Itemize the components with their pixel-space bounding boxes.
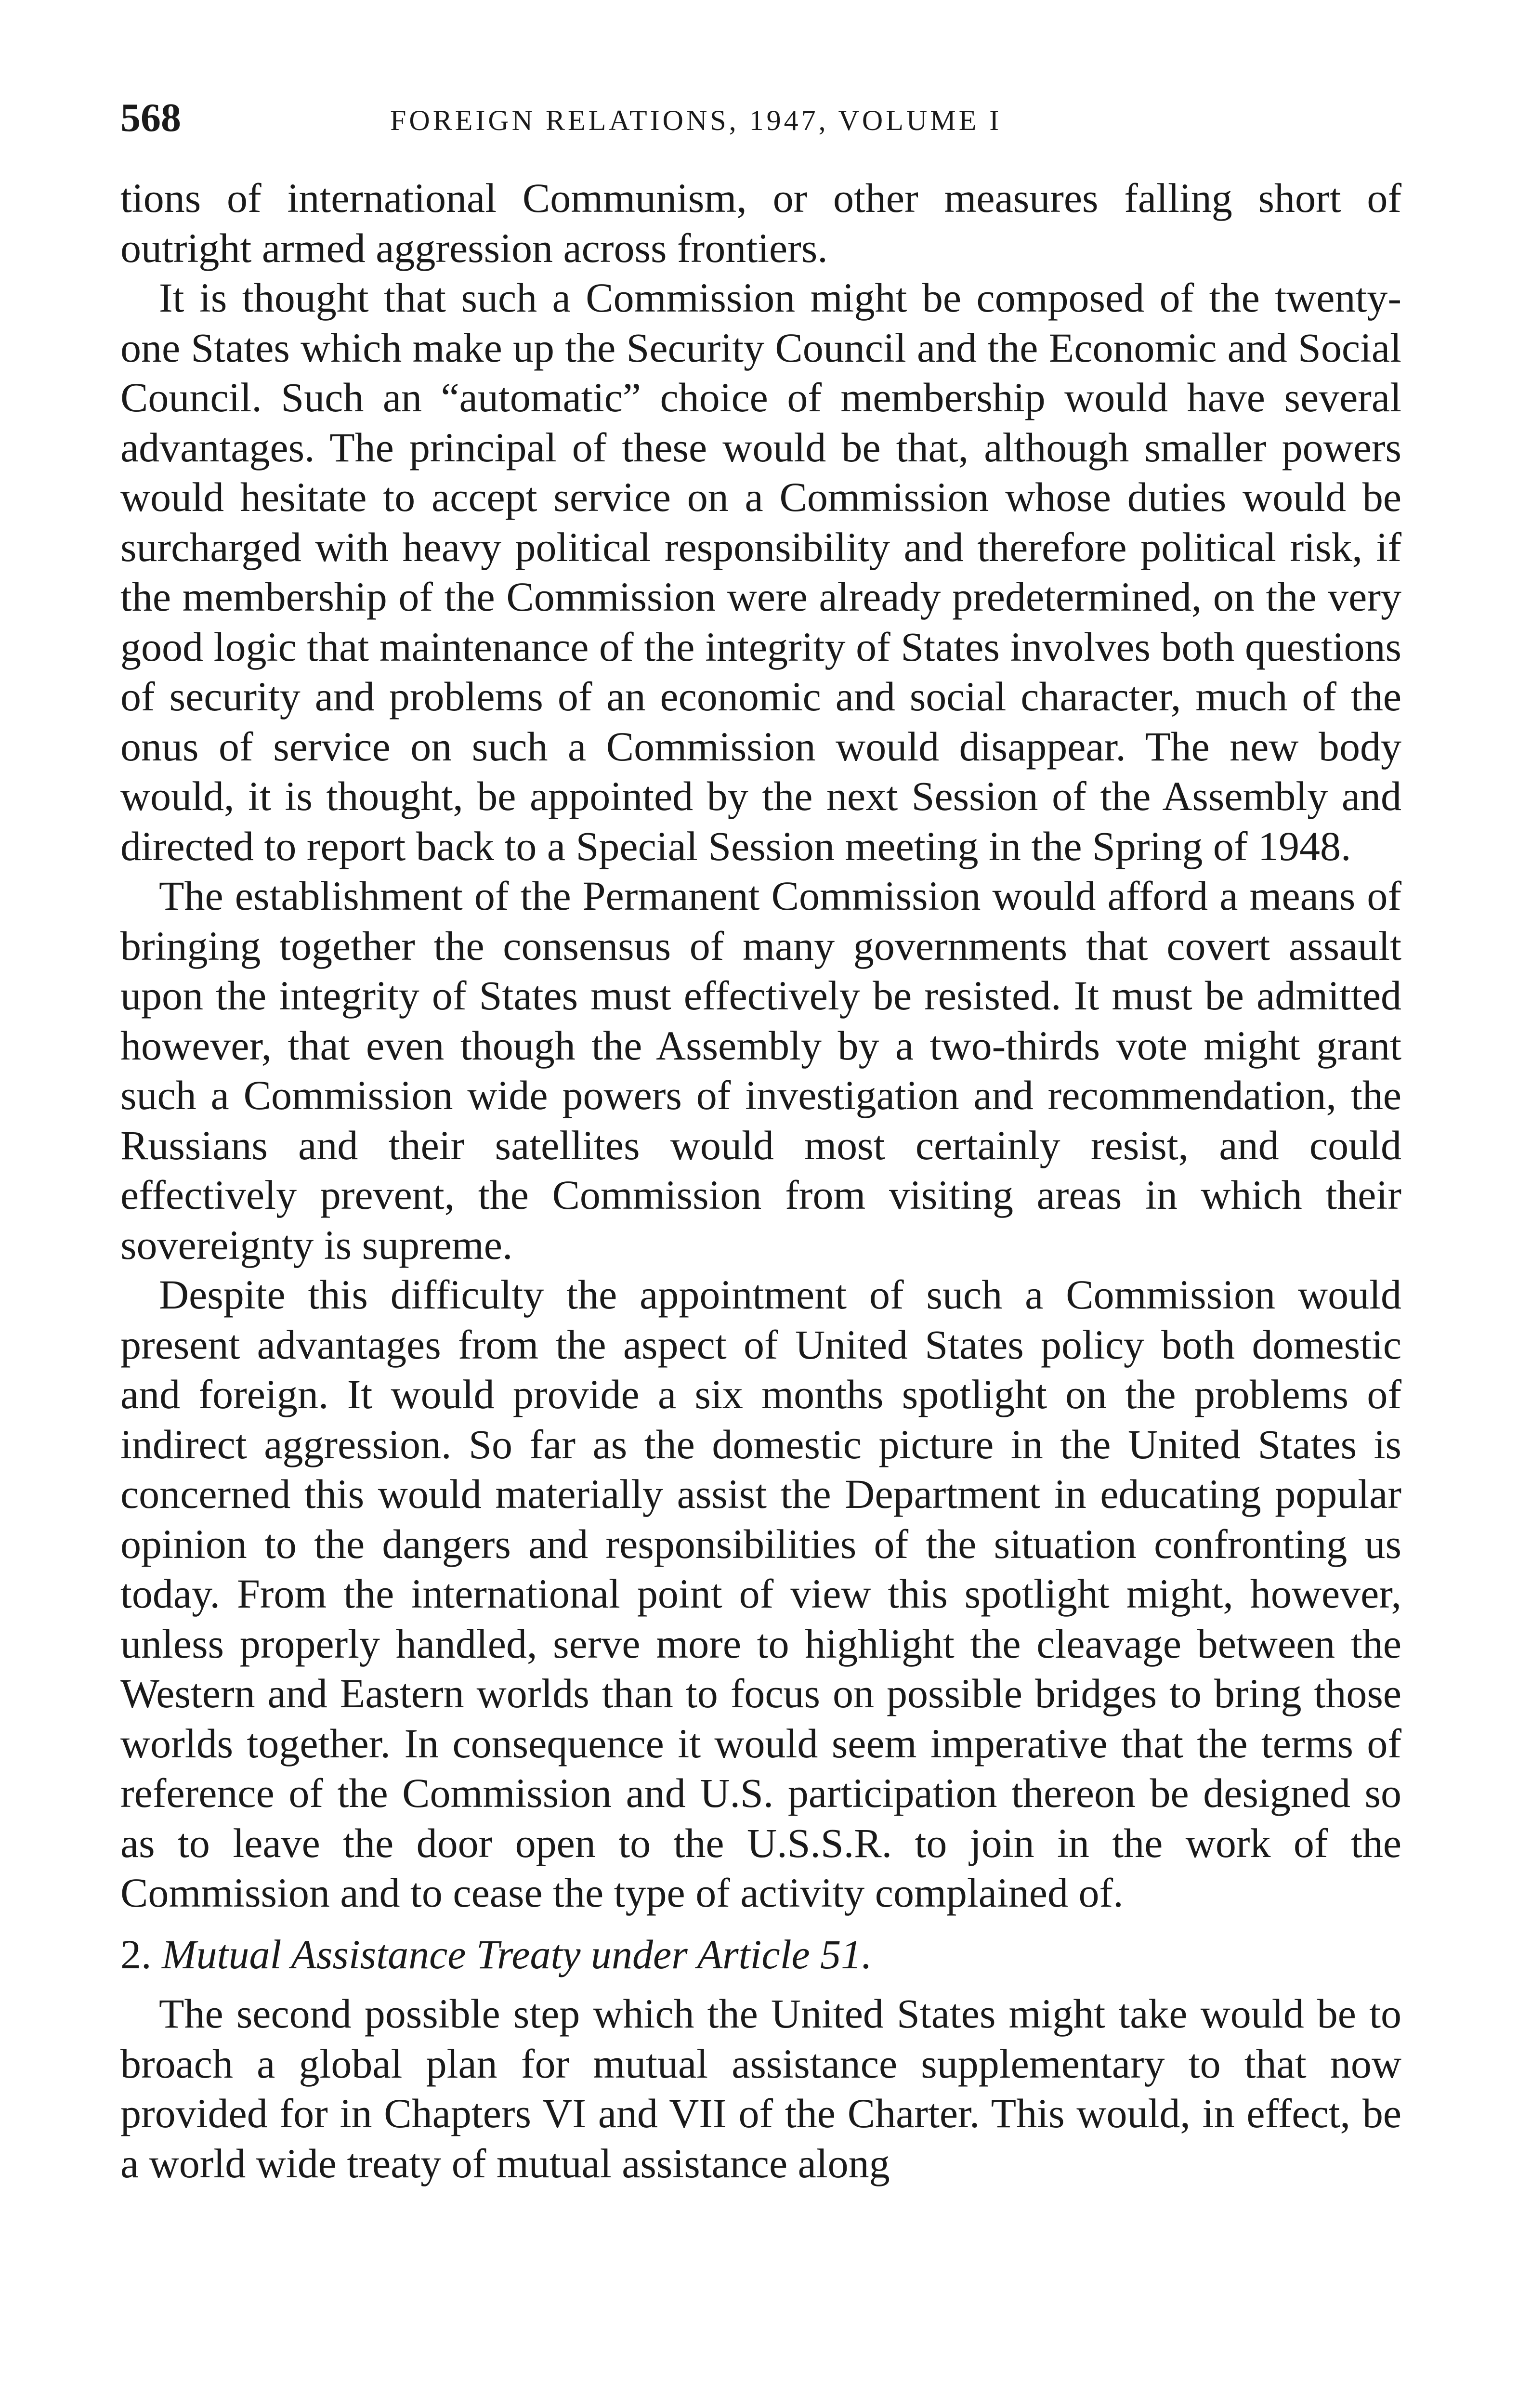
section-title: Mutual Assistance Treaty under Article 51. (162, 1931, 872, 1977)
body-text (120, 173, 1401, 2188)
paragraph-advantages: Despite this difficulty the appointment of such a Commission would present advantages from the aspect of United States policy both domestic and foreign. It would provide a six months spotlight on the problems of indirect aggression. So far as the domestic picture in the United States is concerned this would materially assist the Department in educating popular opinion to the dangers and responsibilities of the situation confronting us today. From the international point of view this spotlight might, however, unless properly handled, serve more to highlight the cleavage between the Western and Eastern worlds than to focus on possible bridges to bring those worlds together. In consequence it would seem imperative that the terms of reference of the Commission and U.S. participation thereon be designed so as to leave the door open to the U.S.S.R. to join in the work of the Commission and to cease the type of activity complained of. (120, 1271, 1401, 1916)
running-head (120, 92, 1406, 144)
page-number: 568 (120, 95, 181, 140)
running-head-title: FOREIGN RELATIONS, 1947, VOLUME I (390, 105, 1002, 136)
paragraph-continuation: tions of international Communism, or other measures falling short of outright armed aggression across frontiers. (120, 175, 1401, 271)
section-heading (120, 1930, 1401, 1980)
paragraph-permanent-commission: The establishment of the Permanent Commission would afford a means of bringing together the consensus of many governments that covert assault upon the integrity of States must effectively be resisted. It must be admitted however, that even though the Assembly by a two-thirds vote might grant such a Commission wide powers of investigation and recommendation, the Russians and their satellites would most certainly resist, and could effectively prevent, the Commission from visiting areas in which their sovereignty is supreme. (120, 873, 1401, 1268)
section-number: 2. (120, 1931, 152, 1977)
paragraph-mutual-assistance: The second possible step which the United States might take would be to broach a global plan for mutual assistance supplementary to that now provided for in Chapters VI and VII of the Charter. This would, in effect, be a world wide treaty of mutual assistance along (120, 1990, 1401, 2186)
paragraph-commission-composition: It is thought that such a Commission might be composed of the twenty-one States which make up the Security Council and the Economic and Social Council. Such an “automatic” choice of membership would have several advantages. The principal of these would be that, although smaller powers would hesitate to accept service on a Commission whose duties would be surcharged with heavy political responsibility and therefore political risk, if the membership of the Commission were already predetermined, on the very good logic that maintenance of the integrity of States involves both questions of security and problems of an economic and social character, much of the onus of service on such a Commission would disappear. The new body would, it is thought, be appointed by the next Session of the Assembly and directed to report back to a Special Session meeting in the Spring of 1948. (120, 275, 1401, 869)
